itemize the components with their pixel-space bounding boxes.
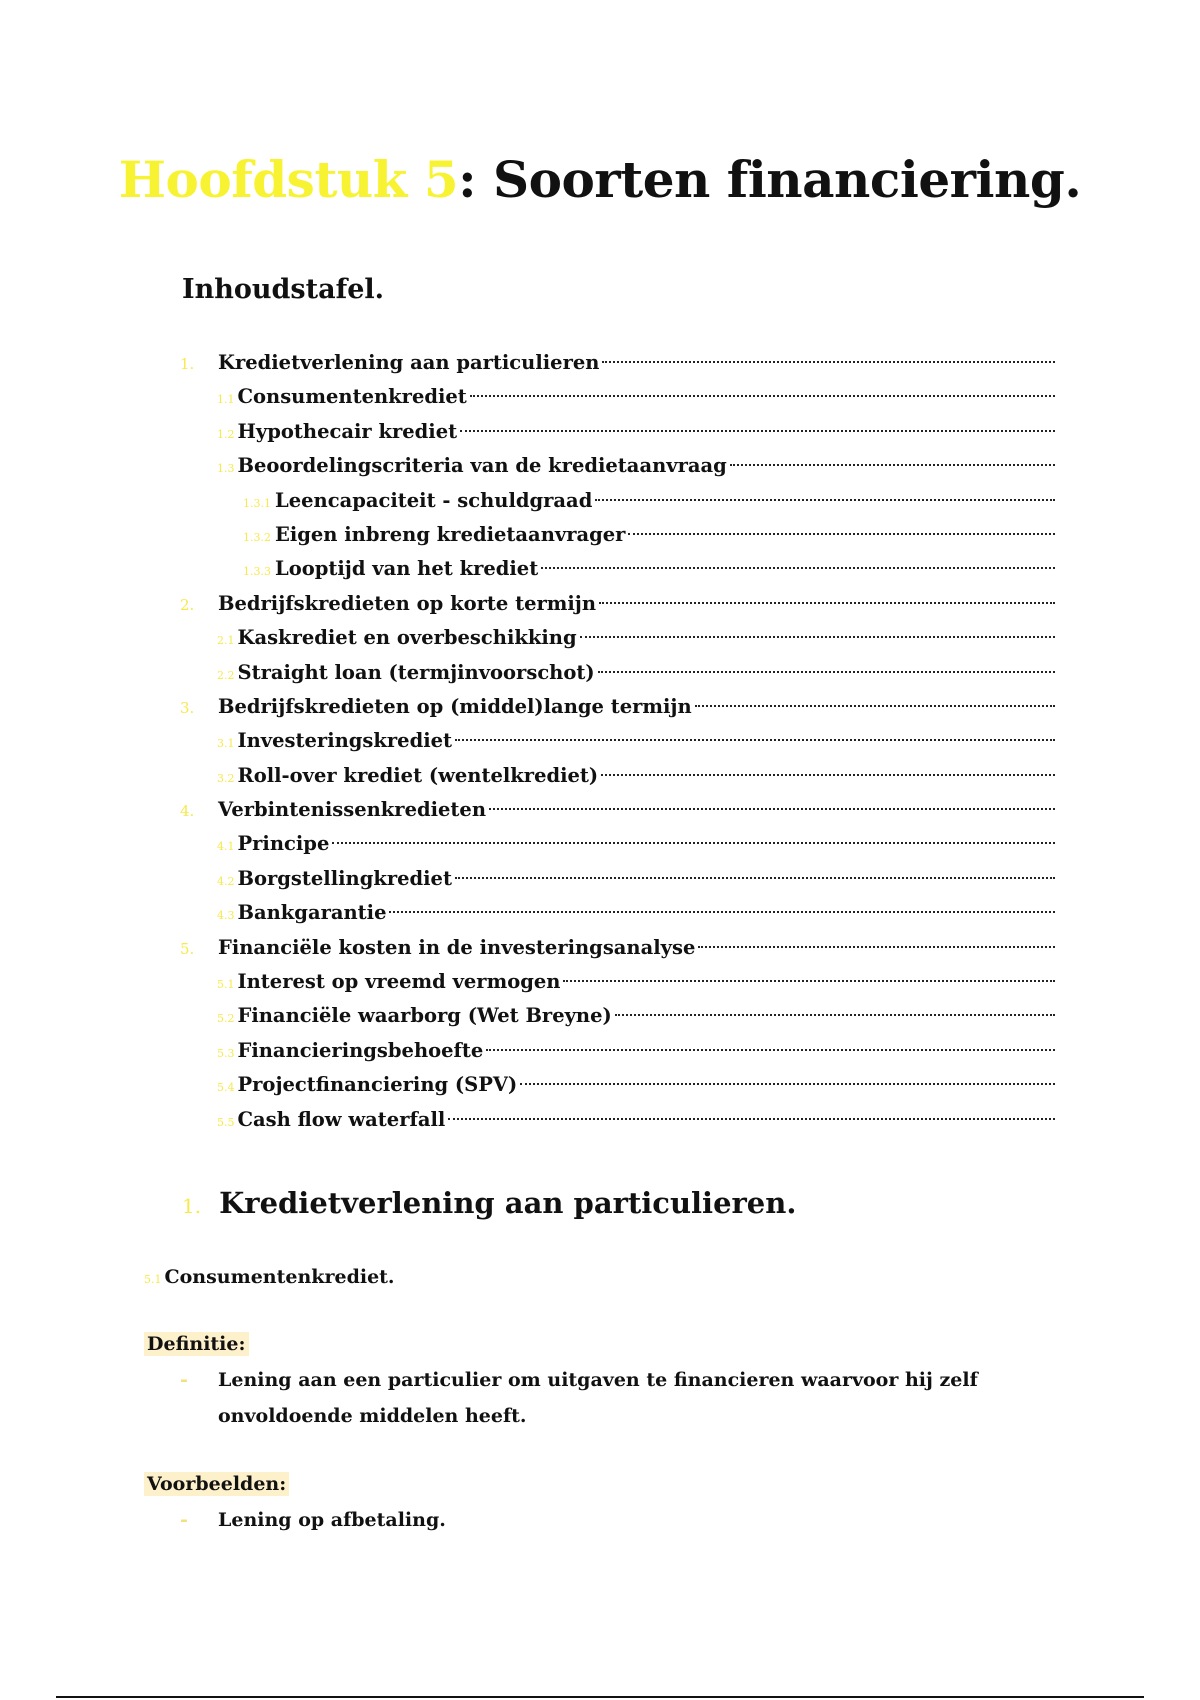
toc-entry-number: 1.: [180, 355, 195, 373]
toc-entry-label: Consumentenkrediet: [237, 385, 467, 409]
toc-entry-label: Borgstellingkrediet: [237, 866, 452, 890]
toc-entry[interactable]: [180, 415, 1055, 449]
toc-entry[interactable]: [180, 724, 1055, 758]
toc-entry-label: Beoordelingscriteria van de kredietaanvraag: [237, 454, 727, 478]
toc-entry-number: 5.: [180, 939, 195, 958]
toc-leader-dots: [601, 774, 1055, 776]
toc-entry[interactable]: [180, 621, 1055, 655]
toc-entry[interactable]: [180, 999, 1055, 1033]
toc-entry-label: Financiële waarborg (Wet Breyne): [237, 1004, 612, 1028]
table-of-contents: [180, 346, 1055, 1137]
toc-leader-dots: [563, 980, 1055, 982]
toc-entry[interactable]: [180, 552, 1055, 586]
toc-entry-label: Leencapaciteit - schuldgraad: [275, 488, 593, 512]
toc-entry[interactable]: [180, 759, 1055, 793]
toc-entry[interactable]: [180, 965, 1055, 999]
toc-heading: Inhoudstafel.: [182, 274, 385, 305]
toc-leader-dots: [460, 430, 1055, 432]
toc-leader-dots: [595, 499, 1055, 501]
toc-entry-label: Bedrijfskredieten op korte termijn: [218, 591, 597, 615]
toc-entry[interactable]: [180, 1068, 1055, 1102]
toc-entry[interactable]: [180, 449, 1055, 483]
toc-entry[interactable]: [180, 862, 1055, 896]
bullet-dash: -: [180, 1369, 188, 1391]
toc-entry-label: Bedrijfskredieten op (middel)lange termijn: [218, 694, 692, 718]
section-title: Kredietverlening aan particulieren.: [219, 1186, 797, 1220]
toc-entry-label: Kredietverlening aan particulieren: [218, 351, 600, 374]
toc-leader-dots: [599, 602, 1055, 604]
toc-leader-dots: [470, 395, 1055, 397]
toc-entry-number: 1.3.3: [243, 565, 271, 579]
toc-entry-label: Kaskrediet en overbeschikking: [237, 626, 577, 650]
toc-leader-dots: [489, 808, 1055, 810]
toc-entry[interactable]: [180, 931, 1055, 965]
subsection-heading: [144, 1266, 395, 1288]
toc-entry-number: 2.: [180, 595, 195, 614]
toc-entry[interactable]: [180, 1034, 1055, 1068]
section-heading: [182, 1186, 796, 1220]
toc-leader-dots: [730, 464, 1055, 466]
examples-text: Lening op afbetaling.: [218, 1509, 446, 1531]
toc-leader-dots: [455, 877, 1055, 879]
toc-leader-dots: [628, 533, 1055, 535]
page-title: [0, 150, 1200, 209]
toc-entry-label: Hypothecair krediet: [237, 419, 458, 443]
toc-leader-dots: [698, 946, 1055, 948]
toc-entry[interactable]: [180, 1103, 1055, 1137]
toc-leader-dots: [602, 361, 1055, 363]
toc-entry-label: Roll-over krediet (wentelkrediet): [237, 763, 599, 787]
toc-leader-dots: [332, 842, 1055, 844]
toc-entry-number: 4.1: [217, 840, 235, 854]
toc-leader-dots: [455, 739, 1055, 741]
toc-entry-number: 1.3.2: [243, 530, 271, 544]
toc-entry-number: 3.1: [217, 737, 235, 751]
toc-entry-number: 3.: [180, 698, 195, 717]
toc-entry-number: 1.3.1: [243, 496, 271, 510]
bullet-dash: -: [180, 1509, 188, 1531]
toc-entry[interactable]: [180, 896, 1055, 930]
toc-entry[interactable]: [180, 346, 1055, 380]
toc-leader-dots: [695, 705, 1055, 707]
toc-leader-dots: [389, 911, 1055, 913]
toc-entry[interactable]: [180, 793, 1055, 827]
toc-entry-label: Interest op vreemd vermogen: [237, 970, 561, 994]
chapter-title: : Soorten financiering.: [458, 150, 1082, 209]
definition-bullet: [180, 1362, 1020, 1434]
toc-entry-number: 5.4: [217, 1081, 235, 1095]
toc-entry[interactable]: [180, 587, 1055, 621]
toc-entry-label: Straight loan (termjinvoorschot): [237, 660, 595, 684]
toc-entry-number: 1.1: [217, 393, 235, 407]
toc-entry-label: Looptijd van het krediet: [275, 557, 539, 581]
subsection-title: Consumentenkrediet.: [164, 1266, 395, 1288]
examples-bullet: [180, 1502, 1020, 1538]
toc-leader-dots: [520, 1083, 1055, 1085]
toc-entry-label: Cash flow waterfall: [237, 1107, 446, 1131]
footer-divider: [56, 1696, 1144, 1698]
toc-entry-number: 5.5: [217, 1115, 235, 1129]
toc-entry-label: Eigen inbreng kredietaanvrager: [275, 522, 626, 546]
chapter-number: Hoofdstuk 5: [118, 150, 459, 209]
toc-entry-number: 4.3: [217, 909, 235, 923]
toc-leader-dots: [486, 1049, 1055, 1051]
toc-entry-number: 4.: [180, 802, 195, 821]
toc-entry-label: Verbintenissenkredieten: [218, 798, 487, 822]
examples-label: Voorbeelden:: [144, 1472, 289, 1496]
toc-entry[interactable]: [180, 518, 1055, 552]
section-number: 1.: [182, 1194, 202, 1218]
toc-leader-dots: [615, 1014, 1055, 1016]
toc-entry-label: Principe: [237, 832, 330, 856]
toc-entry-number: 5.1: [217, 978, 235, 992]
toc-entry-number: 2.2: [217, 668, 235, 682]
toc-entry[interactable]: [180, 484, 1055, 518]
toc-entry-number: 5.2: [217, 1012, 235, 1026]
toc-entry-label: Bankgarantie: [237, 901, 387, 925]
toc-leader-dots: [580, 636, 1055, 638]
toc-leader-dots: [541, 567, 1055, 569]
toc-entry-label: Projectfinanciering (SPV): [237, 1073, 518, 1097]
toc-entry-number: 3.2: [217, 771, 235, 785]
toc-entry-number: 1.3: [217, 462, 235, 476]
toc-entry[interactable]: [180, 690, 1055, 724]
definition-label: Definitie:: [144, 1332, 249, 1356]
toc-entry-number: 5.3: [217, 1046, 235, 1060]
toc-entry-label: Investeringskrediet: [237, 729, 453, 753]
toc-leader-dots: [598, 671, 1055, 673]
toc-entry-label: Financiële kosten in de investeringsanalyse: [218, 935, 696, 959]
toc-leader-dots: [448, 1118, 1055, 1120]
subsection-number: 5.1: [144, 1273, 162, 1286]
toc-entry[interactable]: [180, 380, 1055, 414]
toc-entry[interactable]: [180, 827, 1055, 861]
toc-entry-label: Financieringsbehoefte: [237, 1038, 484, 1062]
definition-text: Lening aan een particulier om uitgaven te financieren waarvoor hij zelf onvoldoende middelen heeft.: [218, 1369, 978, 1427]
toc-entry-number: 2.1: [217, 634, 235, 648]
toc-entry-number: 1.2: [217, 427, 235, 441]
toc-entry[interactable]: [180, 656, 1055, 690]
toc-entry-number: 4.2: [217, 874, 235, 888]
